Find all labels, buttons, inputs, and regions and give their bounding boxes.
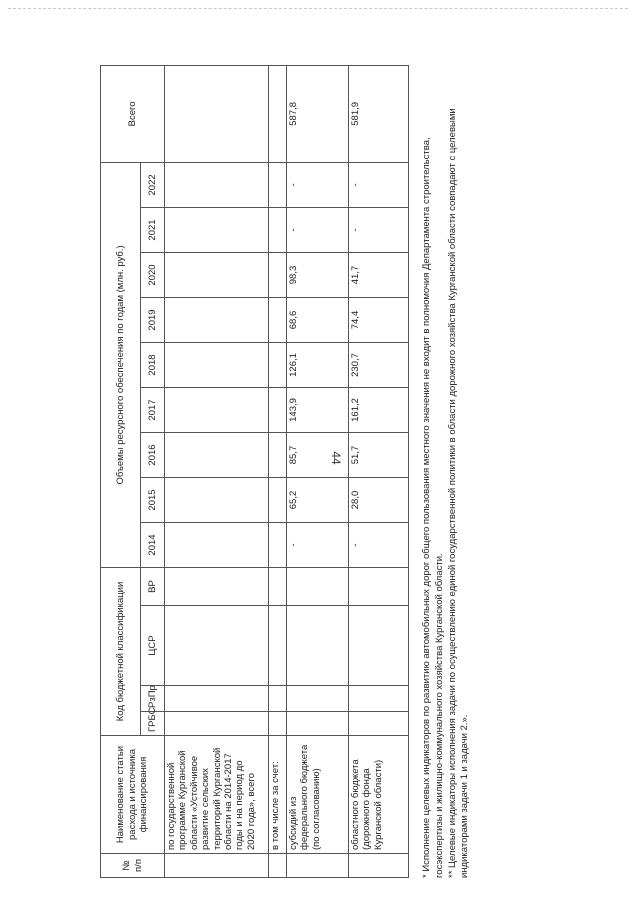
header-year: 2014 bbox=[141, 522, 165, 567]
row-value bbox=[269, 432, 287, 477]
footnote: * Исполнение целевых индикаторов по развитию автомобильных дорог общего пользования местного значения не входит в полномочия Департамента строительства, госэкспертизы и жилищно-коммунального хозяйства Курганской области. bbox=[421, 137, 445, 878]
row-value: - bbox=[287, 162, 349, 207]
table-row bbox=[287, 65, 349, 877]
row-value bbox=[269, 342, 287, 387]
row-total bbox=[165, 65, 269, 162]
row-vr bbox=[349, 567, 409, 605]
row-name: в том числе за счет: bbox=[269, 736, 287, 854]
row-rzpr bbox=[287, 686, 349, 712]
row-value bbox=[165, 162, 269, 207]
row-value bbox=[269, 477, 287, 522]
row-value bbox=[269, 297, 287, 342]
row-total: 587,8 bbox=[287, 65, 349, 162]
row-value bbox=[165, 387, 269, 432]
header-year: 2020 bbox=[141, 252, 165, 297]
row-value: 98,3 bbox=[287, 252, 349, 297]
row-num bbox=[269, 854, 287, 878]
row-value: 65,2 bbox=[287, 477, 349, 522]
row-grbs bbox=[269, 712, 287, 736]
table-row bbox=[165, 65, 269, 877]
row-value bbox=[165, 252, 269, 297]
header-year: 2015 bbox=[141, 477, 165, 522]
row-name: областного бюджета (дорожного фонда Курганской области) bbox=[349, 736, 409, 854]
header-vr: ВР bbox=[141, 567, 165, 605]
row-csr bbox=[269, 606, 287, 686]
row-value: - bbox=[349, 522, 409, 567]
row-value bbox=[165, 342, 269, 387]
row-value bbox=[269, 207, 287, 252]
header-total: Всего bbox=[101, 65, 165, 162]
row-value: - bbox=[349, 207, 409, 252]
top-scan-line bbox=[8, 8, 628, 9]
row-grbs bbox=[349, 712, 409, 736]
row-rzpr bbox=[349, 686, 409, 712]
row-value bbox=[165, 522, 269, 567]
row-value bbox=[165, 207, 269, 252]
row-value: 230,7 bbox=[349, 342, 409, 387]
header-year: 2016 bbox=[141, 432, 165, 477]
row-value: 126,1 bbox=[287, 342, 349, 387]
row-value: - bbox=[349, 162, 409, 207]
header-year: 2022 bbox=[141, 162, 165, 207]
row-grbs bbox=[287, 712, 349, 736]
row-value: 74,4 bbox=[349, 297, 409, 342]
footnote: ** Целевые индикаторы исполнения задачи по осуществлению единой государственной политики в области дорожного хозяйства Курганской области совпадают с целевыми индикаторами задачи 1 и задачи 2.». bbox=[446, 108, 471, 878]
row-vr bbox=[269, 567, 287, 605]
row-value: 143,9 bbox=[287, 387, 349, 432]
footnotes bbox=[421, 98, 472, 878]
financing-table bbox=[100, 65, 409, 878]
header-name: Наименование статьи расхода и источника финансирования bbox=[101, 736, 165, 854]
row-vr bbox=[287, 567, 349, 605]
row-num bbox=[165, 854, 269, 878]
row-value: - bbox=[287, 207, 349, 252]
row-rzpr bbox=[269, 686, 287, 712]
row-num bbox=[349, 854, 409, 878]
row-value: 161,2 bbox=[349, 387, 409, 432]
table-row bbox=[349, 65, 409, 877]
row-value: 68,6 bbox=[287, 297, 349, 342]
row-value: 41,7 bbox=[349, 252, 409, 297]
header-num: № п/п bbox=[101, 854, 165, 878]
row-value bbox=[165, 432, 269, 477]
header-year: 2021 bbox=[141, 207, 165, 252]
header-volumes-group: Объемы ресурсного обеспечения по годам (млн. руб.) bbox=[101, 162, 141, 567]
header-grbs: ГРБС bbox=[141, 712, 165, 736]
row-value: 85,7 bbox=[287, 432, 349, 477]
row-csr bbox=[165, 606, 269, 686]
row-name: по государственной программе Курганской области «Устойчивое развитие сельских территорий Курганской области на 2014-2017 годы и на период до 2020 года», всего bbox=[165, 736, 269, 854]
header-row-1 bbox=[101, 65, 141, 877]
row-rzpr bbox=[165, 686, 269, 712]
row-name: субсидий из федерального бюджета (по согласованию) bbox=[287, 736, 349, 854]
rotated-page-content bbox=[100, 66, 640, 878]
header-rzpr: РзПр bbox=[141, 686, 165, 712]
row-value: 51,7 bbox=[349, 432, 409, 477]
row-csr bbox=[287, 606, 349, 686]
row-value: - bbox=[287, 522, 349, 567]
header-year: 2018 bbox=[141, 342, 165, 387]
row-value bbox=[269, 252, 287, 297]
header-year: 2017 bbox=[141, 387, 165, 432]
row-csr bbox=[349, 606, 409, 686]
header-year: 2019 bbox=[141, 297, 165, 342]
table-row bbox=[269, 65, 287, 877]
row-grbs bbox=[165, 712, 269, 736]
row-value: 28,0 bbox=[349, 477, 409, 522]
row-value bbox=[165, 297, 269, 342]
header-csr: ЦСР bbox=[141, 606, 165, 686]
row-value bbox=[269, 522, 287, 567]
row-vr bbox=[165, 567, 269, 605]
row-value bbox=[269, 387, 287, 432]
header-code-group: Код бюджетной классификации bbox=[101, 567, 141, 735]
row-total bbox=[269, 65, 287, 162]
row-num bbox=[287, 854, 349, 878]
row-value bbox=[165, 477, 269, 522]
row-total: 581,9 bbox=[349, 65, 409, 162]
page-number: 44 bbox=[329, 451, 343, 465]
row-value bbox=[269, 162, 287, 207]
